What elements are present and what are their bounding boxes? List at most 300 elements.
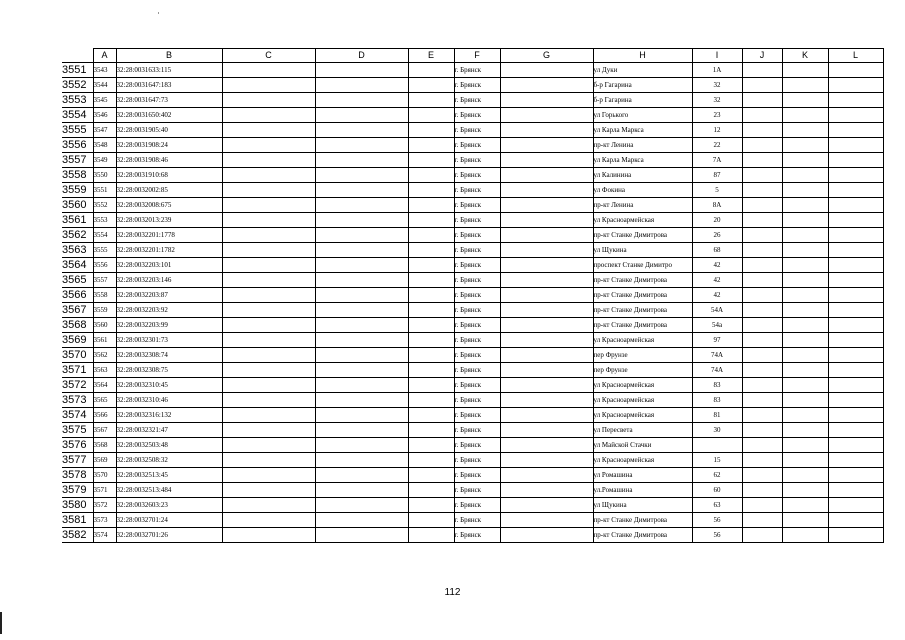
cell-i[interactable]: 42 [692,273,742,288]
cell-j[interactable] [742,333,782,348]
cell-b[interactable]: 32:28:0031650:402 [116,108,222,123]
column-header[interactable]: D [315,49,408,63]
cell-g[interactable] [500,183,593,198]
cell-f[interactable]: г. Брянск [454,498,500,513]
cell-b[interactable]: 32:28:0032321:47 [116,423,222,438]
cell-i[interactable]: 60 [692,483,742,498]
cell-l[interactable] [828,78,883,93]
cell-e[interactable] [408,483,454,498]
cell-c[interactable] [222,228,315,243]
cell-c[interactable] [222,348,315,363]
cell-k[interactable] [782,408,828,423]
cell-e[interactable] [408,393,454,408]
cell-j[interactable] [742,423,782,438]
cell-d[interactable] [315,423,408,438]
cell-c[interactable] [222,168,315,183]
cell-b[interactable]: 32:28:0032203:101 [116,258,222,273]
cell-l[interactable] [828,258,883,273]
cell-l[interactable] [828,318,883,333]
cell-f[interactable]: г. Брянск [454,93,500,108]
cell-j[interactable] [742,393,782,408]
cell-g[interactable] [500,333,593,348]
cell-h[interactable]: пер Фрунзе [593,363,692,378]
cell-i[interactable]: 26 [692,228,742,243]
cell-k[interactable] [782,213,828,228]
cell-a[interactable]: 3566 [93,408,116,423]
cell-j[interactable] [742,288,782,303]
cell-a[interactable]: 3556 [93,258,116,273]
cell-d[interactable] [315,168,408,183]
cell-i[interactable]: 22 [692,138,742,153]
cell-e[interactable] [408,138,454,153]
cell-b[interactable]: 32:28:0031905:40 [116,123,222,138]
cell-i[interactable]: 54А [692,303,742,318]
cell-h[interactable]: ул.Ромашина [593,483,692,498]
cell-g[interactable] [500,258,593,273]
cell-g[interactable] [500,513,593,528]
cell-l[interactable] [828,483,883,498]
cell-h[interactable]: пр-кт Ленина [593,138,692,153]
cell-f[interactable]: г. Брянск [454,243,500,258]
column-header[interactable]: B [116,49,222,63]
cell-l[interactable] [828,378,883,393]
cell-b[interactable]: 32:28:0032201:1778 [116,228,222,243]
cell-j[interactable] [742,348,782,363]
cell-e[interactable] [408,198,454,213]
cell-g[interactable] [500,363,593,378]
cell-a[interactable]: 3549 [93,153,116,168]
cell-f[interactable]: г. Брянск [454,303,500,318]
cell-f[interactable]: г. Брянск [454,408,500,423]
cell-h[interactable]: ул Щукина [593,243,692,258]
cell-j[interactable] [742,108,782,123]
cell-g[interactable] [500,393,593,408]
cell-g[interactable] [500,453,593,468]
cell-g[interactable] [500,288,593,303]
cell-i[interactable]: 83 [692,393,742,408]
cell-f[interactable]: г. Брянск [454,108,500,123]
cell-c[interactable] [222,138,315,153]
cell-k[interactable] [782,363,828,378]
cell-a[interactable]: 3558 [93,288,116,303]
cell-k[interactable] [782,498,828,513]
cell-h[interactable]: пр-кт Станке Димитрова [593,303,692,318]
cell-j[interactable] [742,318,782,333]
cell-b[interactable]: 32:28:0032203:146 [116,273,222,288]
cell-e[interactable] [408,363,454,378]
cell-i[interactable]: 62 [692,468,742,483]
cell-g[interactable] [500,498,593,513]
cell-f[interactable]: г. Брянск [454,393,500,408]
cell-j[interactable] [742,93,782,108]
cell-e[interactable] [408,498,454,513]
column-header[interactable]: J [742,49,782,63]
cell-l[interactable] [828,303,883,318]
cell-e[interactable] [408,63,454,78]
cell-b[interactable]: 32:28:0032008:675 [116,198,222,213]
cell-g[interactable] [500,198,593,213]
cell-c[interactable] [222,423,315,438]
cell-h[interactable]: ул Ромашина [593,468,692,483]
cell-c[interactable] [222,513,315,528]
cell-d[interactable] [315,198,408,213]
cell-h[interactable]: ул Фокина [593,183,692,198]
cell-h[interactable]: ул Пересвета [593,423,692,438]
cell-j[interactable] [742,303,782,318]
cell-i[interactable]: 32 [692,93,742,108]
cell-d[interactable] [315,318,408,333]
cell-e[interactable] [408,228,454,243]
cell-a[interactable]: 3567 [93,423,116,438]
cell-b[interactable]: 32:28:0032201:1782 [116,243,222,258]
cell-l[interactable] [828,183,883,198]
cell-b[interactable]: 32:28:0032603:23 [116,498,222,513]
cell-h[interactable]: б-р Гагарина [593,78,692,93]
cell-g[interactable] [500,123,593,138]
cell-h[interactable]: пр-кт Станке Димитрова [593,318,692,333]
cell-k[interactable] [782,513,828,528]
column-header[interactable]: I [692,49,742,63]
cell-e[interactable] [408,258,454,273]
cell-j[interactable] [742,123,782,138]
cell-h[interactable]: ул Красноармейская [593,378,692,393]
cell-c[interactable] [222,153,315,168]
cell-c[interactable] [222,258,315,273]
cell-k[interactable] [782,63,828,78]
cell-c[interactable] [222,303,315,318]
cell-b[interactable]: 32:28:0032301:73 [116,333,222,348]
cell-e[interactable] [408,423,454,438]
cell-j[interactable] [742,468,782,483]
cell-a[interactable]: 3545 [93,93,116,108]
cell-k[interactable] [782,273,828,288]
cell-k[interactable] [782,453,828,468]
cell-b[interactable]: 32:28:0032701:24 [116,513,222,528]
cell-d[interactable] [315,513,408,528]
cell-j[interactable] [742,168,782,183]
cell-c[interactable] [222,333,315,348]
cell-a[interactable]: 3553 [93,213,116,228]
cell-k[interactable] [782,288,828,303]
cell-g[interactable] [500,78,593,93]
cell-d[interactable] [315,378,408,393]
cell-i[interactable]: 74А [692,348,742,363]
cell-l[interactable] [828,288,883,303]
cell-d[interactable] [315,63,408,78]
cell-c[interactable] [222,198,315,213]
cell-i[interactable]: 30 [692,423,742,438]
cell-d[interactable] [315,528,408,543]
cell-d[interactable] [315,78,408,93]
cell-h[interactable]: ул Красноармейская [593,453,692,468]
cell-k[interactable] [782,198,828,213]
cell-c[interactable] [222,438,315,453]
cell-d[interactable] [315,93,408,108]
cell-f[interactable]: г. Брянск [454,168,500,183]
cell-i[interactable]: 54а [692,318,742,333]
cell-g[interactable] [500,318,593,333]
cell-d[interactable] [315,228,408,243]
cell-k[interactable] [782,423,828,438]
cell-e[interactable] [408,213,454,228]
cell-d[interactable] [315,258,408,273]
cell-b[interactable]: 32:28:0032503:48 [116,438,222,453]
cell-j[interactable] [742,453,782,468]
cell-i[interactable]: 81 [692,408,742,423]
cell-i[interactable]: 5 [692,183,742,198]
column-header[interactable]: E [408,49,454,63]
cell-f[interactable]: г. Брянск [454,378,500,393]
cell-a[interactable]: 3550 [93,168,116,183]
cell-k[interactable] [782,108,828,123]
cell-a[interactable]: 3573 [93,513,116,528]
cell-k[interactable] [782,528,828,543]
cell-e[interactable] [408,243,454,258]
cell-b[interactable]: 32:28:0032701:26 [116,528,222,543]
cell-g[interactable] [500,438,593,453]
cell-a[interactable]: 3560 [93,318,116,333]
cell-k[interactable] [782,303,828,318]
cell-f[interactable]: г. Брянск [454,363,500,378]
cell-l[interactable] [828,498,883,513]
cell-b[interactable]: 32:28:0032308:75 [116,363,222,378]
cell-g[interactable] [500,528,593,543]
cell-h[interactable]: пр-кт Станке Димитрова [593,528,692,543]
cell-h[interactable]: пер Фрунзе [593,348,692,363]
cell-k[interactable] [782,138,828,153]
cell-e[interactable] [408,438,454,453]
cell-h[interactable]: ул Щукина [593,498,692,513]
cell-h[interactable]: ул Красноармейская [593,213,692,228]
cell-d[interactable] [315,183,408,198]
cell-f[interactable]: г. Брянск [454,513,500,528]
cell-g[interactable] [500,348,593,363]
cell-b[interactable]: 32:28:0032308:74 [116,348,222,363]
cell-b[interactable]: 32:28:0032310:45 [116,378,222,393]
cell-j[interactable] [742,363,782,378]
cell-j[interactable] [742,183,782,198]
cell-l[interactable] [828,363,883,378]
cell-f[interactable]: г. Брянск [454,528,500,543]
cell-f[interactable]: г. Брянск [454,123,500,138]
cell-a[interactable]: 3557 [93,273,116,288]
cell-a[interactable]: 3572 [93,498,116,513]
cell-e[interactable] [408,318,454,333]
cell-c[interactable] [222,63,315,78]
cell-j[interactable] [742,513,782,528]
cell-i[interactable]: 32 [692,78,742,93]
cell-c[interactable] [222,288,315,303]
cell-e[interactable] [408,408,454,423]
cell-b[interactable]: 32:28:0032013:239 [116,213,222,228]
cell-i[interactable]: 68 [692,243,742,258]
cell-f[interactable]: г. Брянск [454,288,500,303]
cell-h[interactable]: ул Карла Маркса [593,123,692,138]
cell-f[interactable]: г. Брянск [454,213,500,228]
cell-a[interactable]: 3559 [93,303,116,318]
cell-i[interactable]: 15 [692,453,742,468]
cell-l[interactable] [828,528,883,543]
cell-l[interactable] [828,108,883,123]
cell-a[interactable]: 3574 [93,528,116,543]
cell-e[interactable] [408,108,454,123]
cell-i[interactable]: 42 [692,288,742,303]
cell-c[interactable] [222,378,315,393]
cell-i[interactable]: 56 [692,513,742,528]
cell-j[interactable] [742,528,782,543]
cell-a[interactable]: 3555 [93,243,116,258]
cell-g[interactable] [500,273,593,288]
cell-b[interactable]: 32:28:0032203:87 [116,288,222,303]
cell-h[interactable]: пр-кт Ленина [593,198,692,213]
cell-a[interactable]: 3565 [93,393,116,408]
cell-i[interactable]: 74А [692,363,742,378]
cell-b[interactable]: 32:28:0031908:46 [116,153,222,168]
cell-k[interactable] [782,318,828,333]
cell-d[interactable] [315,393,408,408]
cell-i[interactable]: 56 [692,528,742,543]
cell-b[interactable]: 32:28:0031910:68 [116,168,222,183]
cell-e[interactable] [408,93,454,108]
cell-g[interactable] [500,138,593,153]
cell-c[interactable] [222,483,315,498]
cell-a[interactable]: 3569 [93,453,116,468]
cell-e[interactable] [408,348,454,363]
cell-d[interactable] [315,213,408,228]
cell-g[interactable] [500,408,593,423]
cell-c[interactable] [222,273,315,288]
cell-a[interactable]: 3570 [93,468,116,483]
cell-i[interactable]: 87 [692,168,742,183]
cell-e[interactable] [408,378,454,393]
cell-c[interactable] [222,318,315,333]
cell-a[interactable]: 3543 [93,63,116,78]
cell-k[interactable] [782,468,828,483]
cell-h[interactable]: пр-кт Станке Димитрова [593,273,692,288]
cell-i[interactable]: 20 [692,213,742,228]
cell-b[interactable]: 32:28:0032513:45 [116,468,222,483]
cell-j[interactable] [742,483,782,498]
cell-g[interactable] [500,378,593,393]
cell-l[interactable] [828,438,883,453]
cell-l[interactable] [828,513,883,528]
cell-g[interactable] [500,168,593,183]
cell-c[interactable] [222,498,315,513]
column-header[interactable]: A [93,49,116,63]
cell-f[interactable]: г. Брянск [454,153,500,168]
cell-a[interactable]: 3551 [93,183,116,198]
cell-l[interactable] [828,423,883,438]
cell-a[interactable]: 3554 [93,228,116,243]
cell-i[interactable] [692,438,742,453]
cell-f[interactable]: г. Брянск [454,198,500,213]
cell-b[interactable]: 32:28:0032203:92 [116,303,222,318]
cell-j[interactable] [742,153,782,168]
cell-l[interactable] [828,408,883,423]
cell-d[interactable] [315,243,408,258]
cell-e[interactable] [408,153,454,168]
cell-c[interactable] [222,213,315,228]
cell-e[interactable] [408,303,454,318]
cell-f[interactable]: г. Брянск [454,228,500,243]
cell-h[interactable]: ул Красноармейская [593,393,692,408]
cell-h[interactable]: ул Карла Маркса [593,153,692,168]
cell-l[interactable] [828,453,883,468]
cell-b[interactable]: 32:28:0031908:24 [116,138,222,153]
cell-g[interactable] [500,303,593,318]
cell-b[interactable]: 32:28:0032508:32 [116,453,222,468]
cell-j[interactable] [742,438,782,453]
cell-d[interactable] [315,288,408,303]
cell-a[interactable]: 3568 [93,438,116,453]
cell-a[interactable]: 3546 [93,108,116,123]
cell-l[interactable] [828,348,883,363]
cell-h[interactable]: ул Дуки [593,63,692,78]
cell-c[interactable] [222,183,315,198]
cell-d[interactable] [315,333,408,348]
cell-a[interactable]: 3561 [93,333,116,348]
cell-l[interactable] [828,228,883,243]
cell-e[interactable] [408,168,454,183]
cell-c[interactable] [222,453,315,468]
cell-b[interactable]: 32:28:0032310:46 [116,393,222,408]
cell-j[interactable] [742,78,782,93]
cell-k[interactable] [782,333,828,348]
cell-g[interactable] [500,213,593,228]
cell-l[interactable] [828,138,883,153]
cell-c[interactable] [222,408,315,423]
cell-k[interactable] [782,348,828,363]
cell-b[interactable]: 32:28:0032203:99 [116,318,222,333]
cell-h[interactable]: ул Горького [593,108,692,123]
cell-e[interactable] [408,333,454,348]
cell-f[interactable]: г. Брянск [454,318,500,333]
cell-e[interactable] [408,183,454,198]
cell-i[interactable]: 42 [692,258,742,273]
cell-g[interactable] [500,228,593,243]
cell-k[interactable] [782,228,828,243]
cell-i[interactable]: 1А [692,63,742,78]
cell-g[interactable] [500,468,593,483]
cell-e[interactable] [408,273,454,288]
cell-j[interactable] [742,243,782,258]
cell-l[interactable] [828,273,883,288]
cell-b[interactable]: 32:28:0031647:73 [116,93,222,108]
cell-d[interactable] [315,138,408,153]
cell-j[interactable] [742,138,782,153]
cell-a[interactable]: 3548 [93,138,116,153]
cell-i[interactable]: 23 [692,108,742,123]
cell-d[interactable] [315,468,408,483]
cell-d[interactable] [315,438,408,453]
cell-c[interactable] [222,93,315,108]
cell-f[interactable]: г. Брянск [454,468,500,483]
cell-g[interactable] [500,93,593,108]
cell-e[interactable] [408,528,454,543]
cell-l[interactable] [828,153,883,168]
cell-f[interactable]: г. Брянск [454,438,500,453]
cell-b[interactable]: 32:28:0032316:132 [116,408,222,423]
cell-k[interactable] [782,258,828,273]
cell-d[interactable] [315,123,408,138]
cell-l[interactable] [828,393,883,408]
cell-d[interactable] [315,153,408,168]
cell-l[interactable] [828,93,883,108]
cell-l[interactable] [828,243,883,258]
cell-i[interactable]: 97 [692,333,742,348]
cell-h[interactable]: пр-кт Станке Димитрова [593,513,692,528]
cell-j[interactable] [742,258,782,273]
